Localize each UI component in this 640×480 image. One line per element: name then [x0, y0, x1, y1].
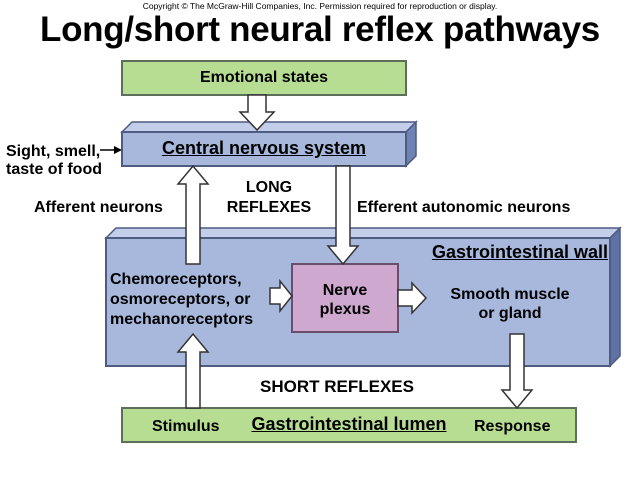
response-label: Response	[474, 418, 551, 435]
efferent-neurons-label: Efferent autonomic neurons	[357, 199, 571, 216]
nerve-plexus-label-line2: plexus	[319, 301, 371, 318]
effector-label-line2: or gland	[478, 305, 542, 322]
sight-label-line1: Sight, smell,	[6, 143, 101, 160]
effector-label-line1: Smooth muscle	[450, 286, 570, 303]
diagram-title: Long/short neural reflex pathways	[40, 10, 600, 49]
emotional-states-label: Emotional states	[199, 69, 329, 86]
arrow-efferent-down	[328, 166, 358, 264]
receptors-label-line1: Chemoreceptors,	[110, 271, 242, 288]
short-reflexes-label: SHORT REFLEXES	[260, 377, 414, 396]
sight-label-line2: taste of food	[6, 161, 102, 178]
afferent-neurons-label: Afferent neurons	[34, 199, 163, 216]
long-reflexes-label-line1: LONG	[245, 179, 293, 196]
gi-wall-label: Gastrointestinal wall	[431, 242, 608, 262]
gi-wall-box-top	[106, 228, 620, 238]
copyright-notice: Copyright © The McGraw-Hill Companies, Inc. Permission required for reproduction or display.	[142, 1, 498, 11]
stimulus-label: Stimulus	[152, 418, 220, 435]
gi-wall-box-side	[610, 228, 620, 366]
long-reflexes-label-line2: REFLEXES	[226, 199, 312, 216]
cns-box-top	[122, 122, 416, 132]
gi-lumen-label: Gastrointestinal lumen	[251, 414, 447, 434]
receptors-label-line2: osmoreceptors, or	[110, 291, 251, 308]
nerve-plexus-label-line1: Nerve	[322, 282, 368, 299]
cns-label: Central nervous system	[161, 138, 367, 158]
receptors-label-line3: mechanoreceptors	[110, 311, 254, 328]
arrow-sight-head	[114, 146, 122, 154]
